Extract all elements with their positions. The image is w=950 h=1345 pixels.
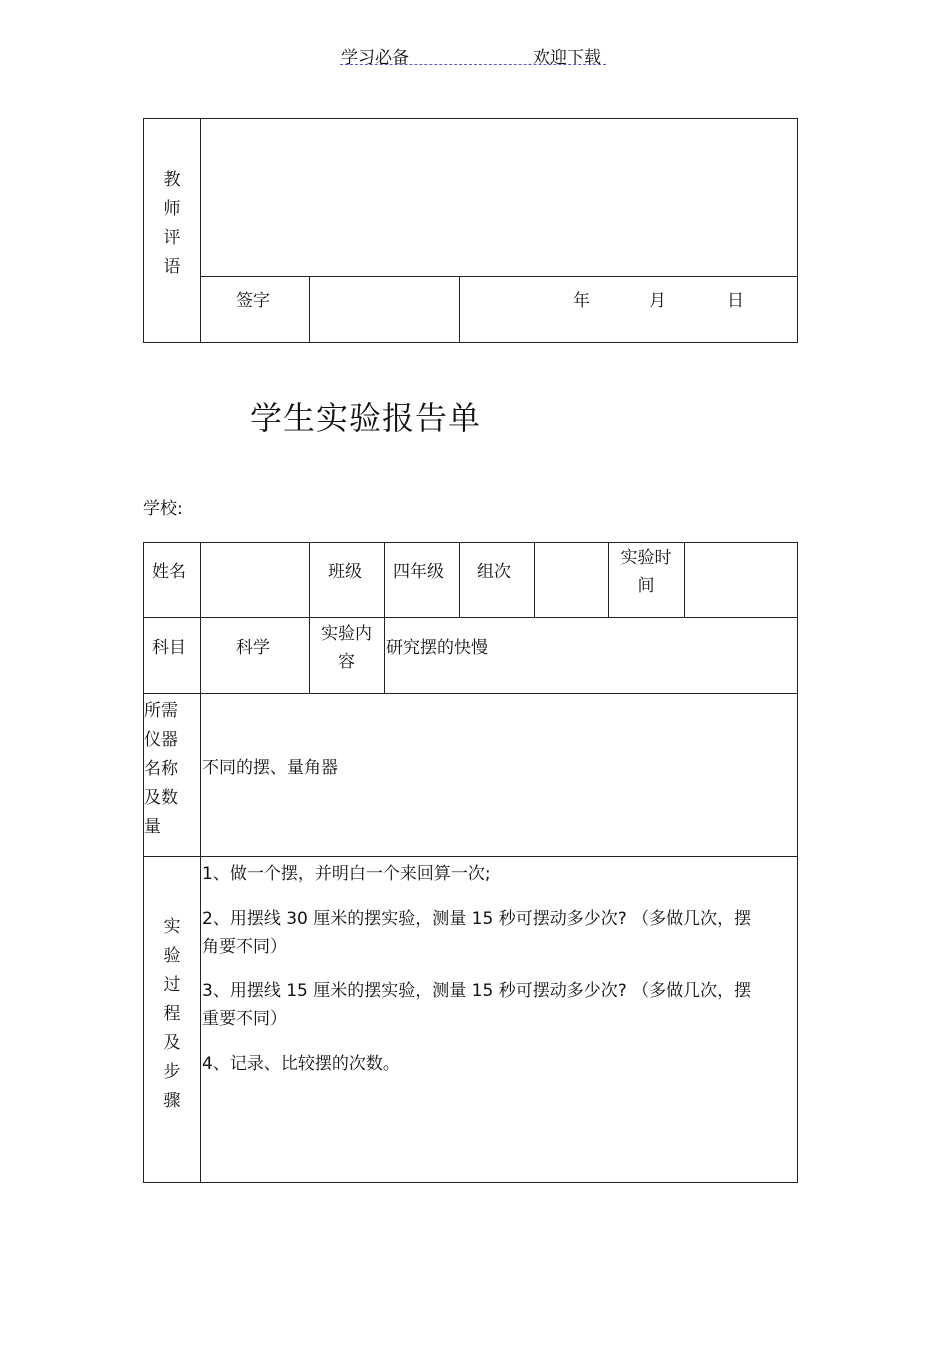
equipment-label: 所需 仪器 名称 及数 量 xyxy=(144,701,178,837)
page-title: 学生实验报告单 xyxy=(250,399,482,437)
experiment-time-label: 实验时 间 xyxy=(620,548,672,596)
procedure-step-2: 2、用摆线 30 厘米的摆实验，测量 15 秒可摆动多少次? （多做几次，摆 角要不同） xyxy=(202,909,752,957)
class-label: 班级 xyxy=(328,562,362,582)
procedure-label: 实 验 过 程 及 步 骤 xyxy=(163,917,181,1111)
procedure-step-1: 1、做一个摆，并明白一个来回算一次; xyxy=(202,864,491,884)
date-month-label: 月 xyxy=(649,291,666,311)
header-dashed-underline xyxy=(340,64,606,65)
date-day-label: 日 xyxy=(727,291,744,311)
subject-label: 科目 xyxy=(152,638,186,658)
experiment-content-value: 研究摆的快慢 xyxy=(386,638,488,658)
class-value: 四年级 xyxy=(393,562,444,582)
group-label: 组次 xyxy=(477,562,511,582)
equipment-value: 不同的摆、量角器 xyxy=(202,758,338,778)
teacher-comment-label: 教 师 评 语 xyxy=(163,170,181,277)
header-right-text: 欢迎下载 xyxy=(533,48,601,68)
date-year-label: 年 xyxy=(573,291,590,311)
procedure-step-3: 3、用摆线 15 厘米的摆实验，测量 15 秒可摆动多少次? （多做几次，摆 重要不同） xyxy=(202,981,752,1029)
subject-value: 科学 xyxy=(236,638,270,658)
school-label: 学校: xyxy=(143,499,183,519)
name-label: 姓名 xyxy=(152,562,186,582)
experiment-content-label: 实验内 容 xyxy=(321,624,372,672)
sign-label: 签字 xyxy=(236,291,270,311)
procedure-step-4: 4、记录、比较摆的次数。 xyxy=(202,1054,400,1074)
header-left-text: 学习必备 xyxy=(341,48,409,68)
